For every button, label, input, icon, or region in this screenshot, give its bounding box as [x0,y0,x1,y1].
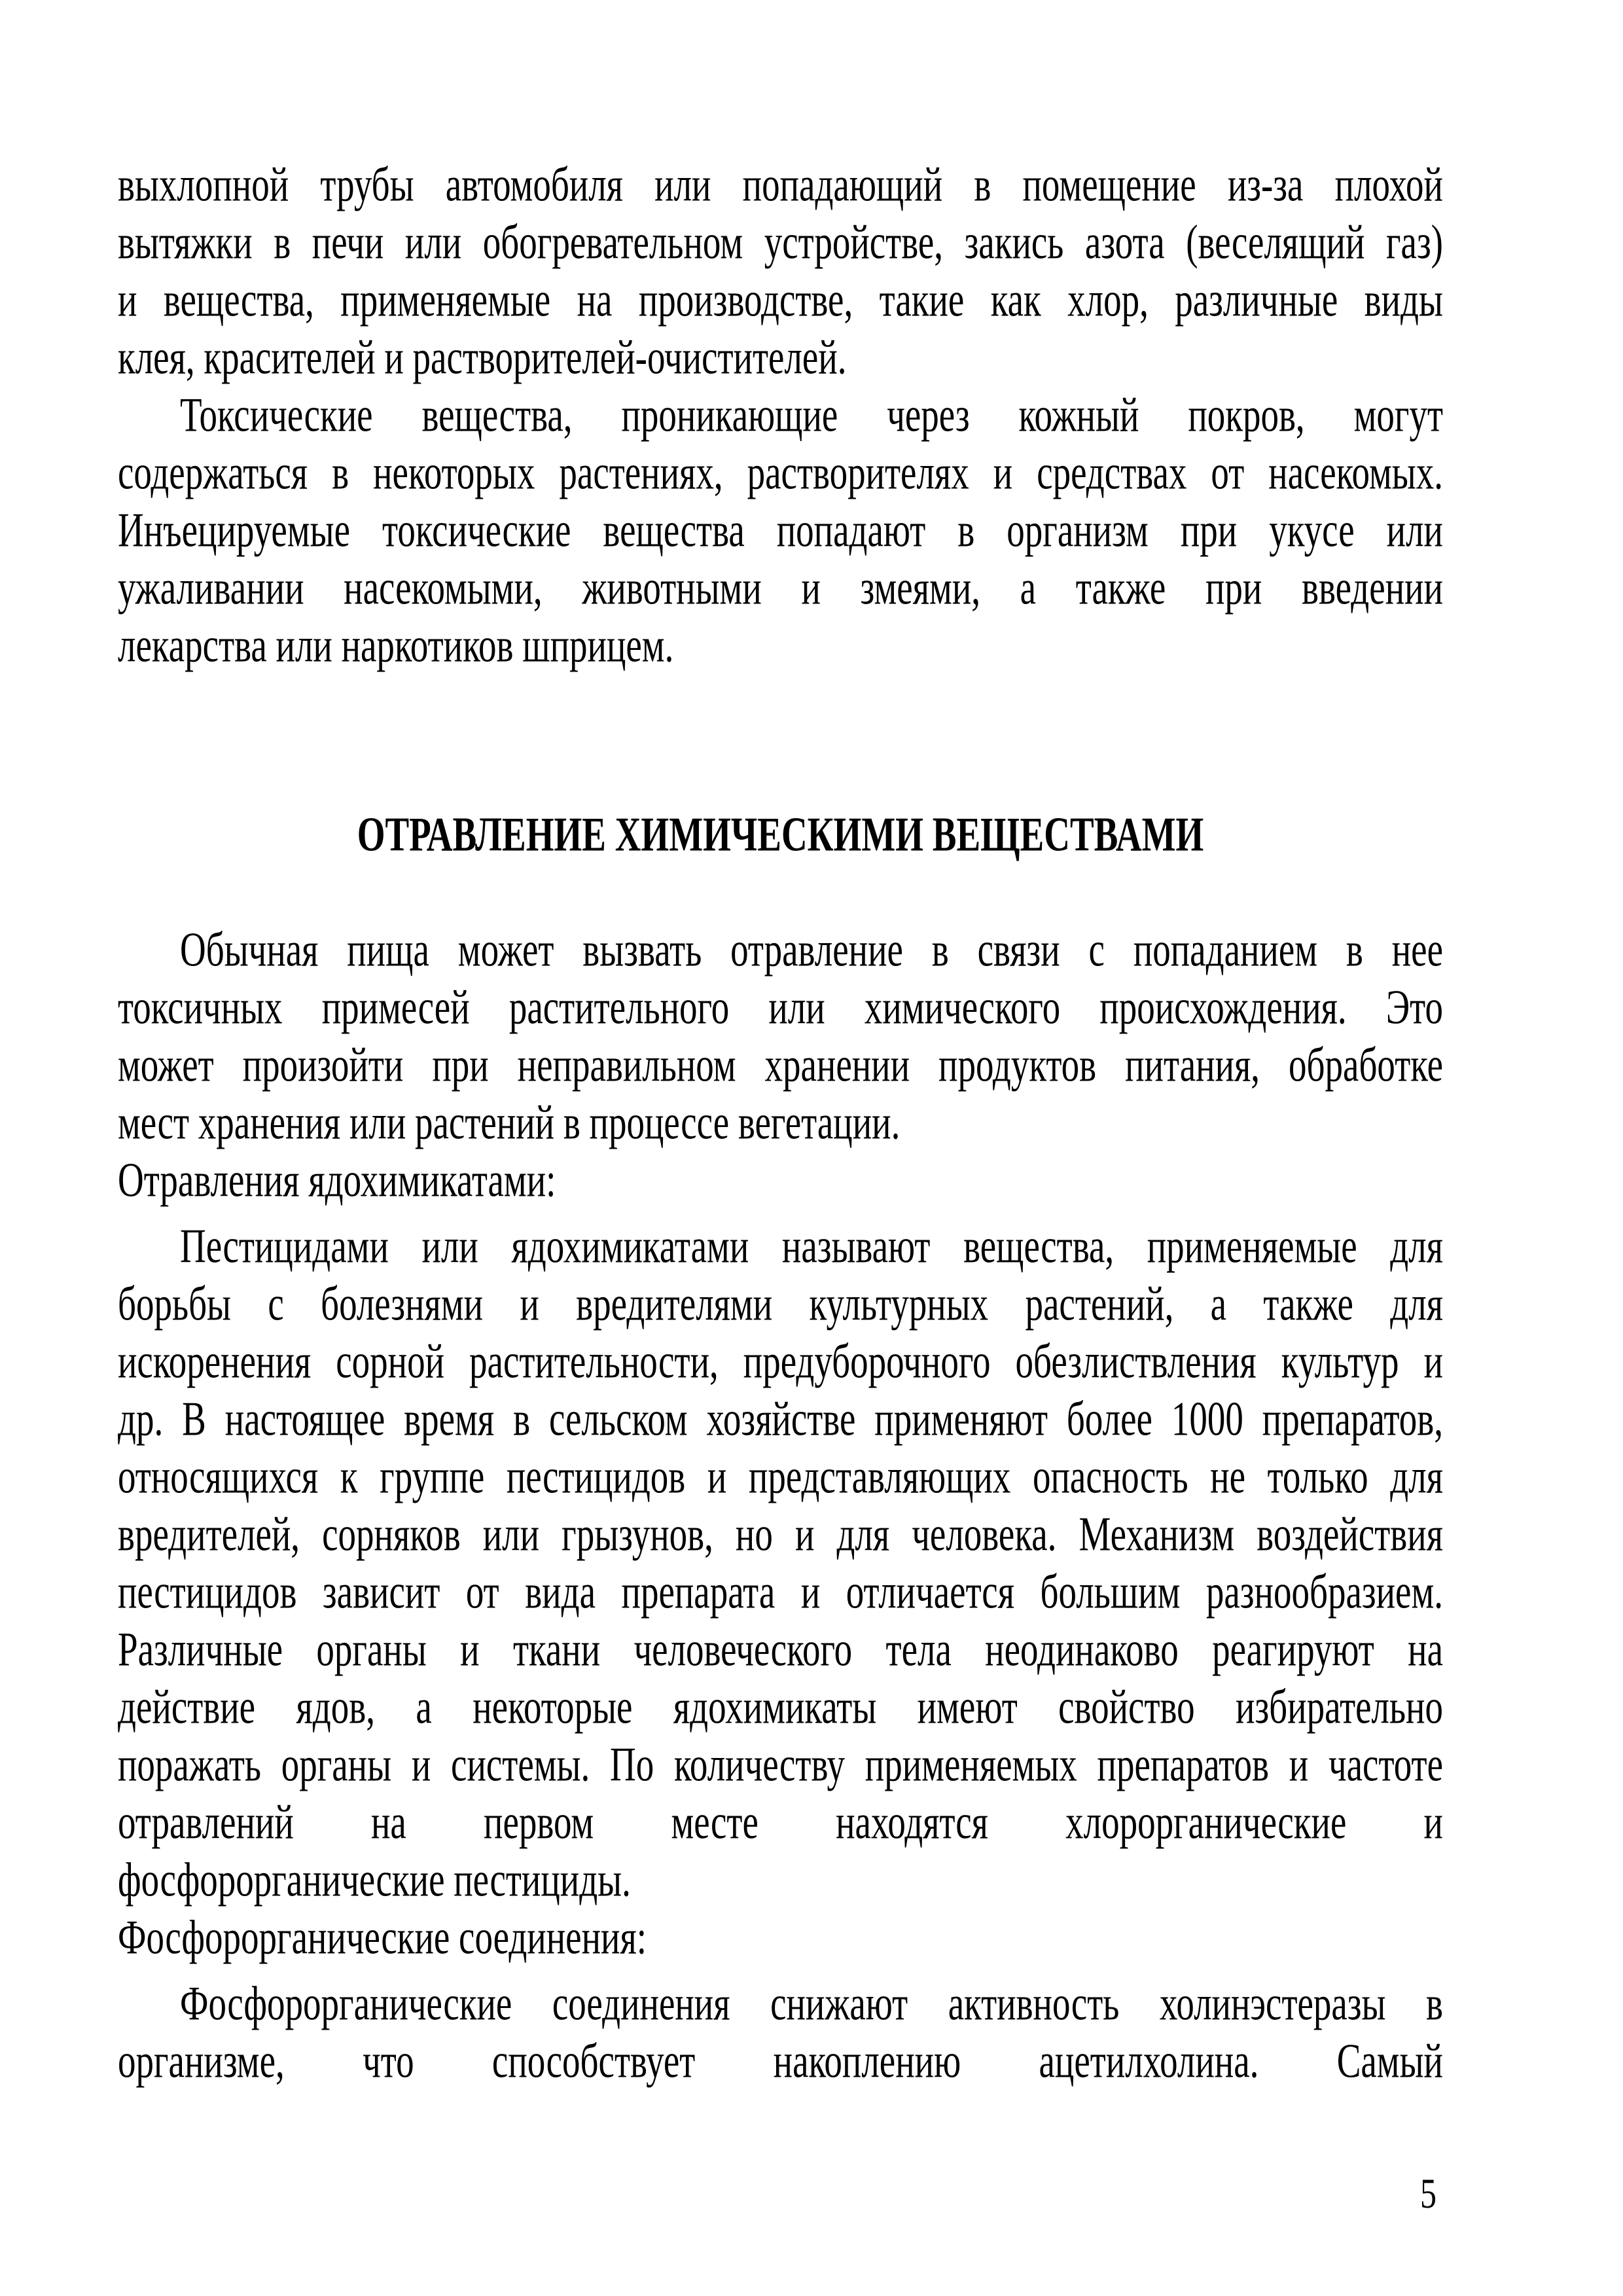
text-line: Инъецируемые токсические вещества попадают в организм при укусе или [118,503,1443,557]
subsection-heading: Фосфорорганические соединения: [118,1910,647,1964]
paragraph [118,386,1443,674]
document-page [118,156,1443,2090]
text-line: Пестицидами или ядохимикатами называют вещества, применяемые для [180,1219,1443,1273]
text-line: Обычная пища может вызвать отравление в связи с попаданием в нее [180,922,1443,977]
section-heading: ОТРАВЛЕНИЕ ХИМИЧЕСКИМИ ВЕЩЕСТВАМИ [357,807,1204,861]
text-line: организме, что способствует накоплению ацетилхолина. Самый [118,2034,1443,2088]
text-line: Токсические вещества, проникающие через кожный покров, могут [180,387,1443,442]
text-line: отравлений на первом месте находятся хлорорганические и [118,1795,1443,1849]
paragraph [118,1217,1443,1909]
text-line: мест хранения или растений в процессе вегетации. [118,1095,901,1149]
text-line: пестицидов зависит от вида препарата и отличается большим разнообразием. [118,1564,1443,1619]
page-number: 5 [1420,2169,1436,2217]
text-line: клея, красителей и растворителей-очистителей. [118,330,847,384]
text-line: вытяжки в печи или обогревательном устройстве, закись азота (веселящий газ) [118,215,1443,269]
text-line: содержаться в некоторых растениях, растворителях и средствах от насекомых. [118,445,1443,499]
text-line: и вещества, применяемые на производстве, такие как хлор, различные виды [118,272,1443,327]
subsection-heading: Отравления ядохимикатами: [118,1153,556,1207]
text-line: токсичных примесей растительного или химического происхождения. Это [118,980,1443,1034]
text-line: относящихся к группе пестицидов и представляющих опасность не только для [118,1449,1443,1503]
text-line: искоренения сорной растительности, предуборочного обезлиствления культур и [118,1334,1443,1388]
text-line: может произойти при неправильном хранении продуктов питания, обработке [118,1037,1443,1092]
text-line: поражать органы и системы. По количеству применяемых препаратов и частоте [118,1737,1443,1791]
text-line: выхлопной трубы автомобиля или попадающий в помещение из-за плохой [118,157,1443,211]
text-line: вредителей, сорняков или грызунов, но и для человека. Механизм воздействия [118,1507,1443,1561]
text-line: др. В настоящее время в сельском хозяйстве применяют более 1000 препаратов, [118,1391,1443,1446]
text-line: ужаливании насекомыми, животными и змеями, а также при введении [118,560,1443,615]
text-line: Фосфорорганические соединения снижают активность холинэстеразы в [180,1976,1443,2030]
paragraph [118,921,1443,1151]
text-line: фосфорорганические пестициды. [118,1852,631,1907]
text-line: действие ядов, а некоторые ядохимикаты имеют свойство избирательно [118,1679,1443,1734]
text-line: борьбы с болезнями и вредителями культурных растений, а также для [118,1276,1443,1331]
paragraph [118,156,1443,386]
paragraph [118,1975,1443,2090]
text-line: Различные органы и ткани человеческого тела неодинаково реагируют на [118,1622,1443,1676]
text-line: лекарства или наркотиков шприцем. [118,618,674,672]
